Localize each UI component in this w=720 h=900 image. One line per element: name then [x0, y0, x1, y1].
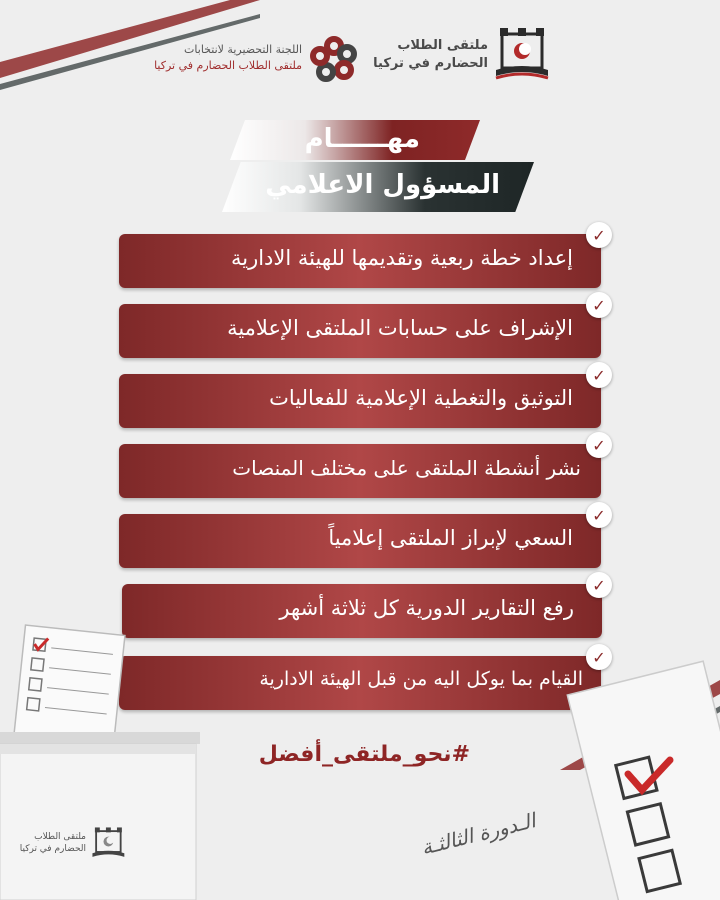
- task-label: السعي لإبراز الملتقى إعلامياً: [328, 526, 573, 550]
- committee-name-line2: ملتقى الطلاب الحضارم في تركيا: [154, 59, 302, 72]
- task-card: [119, 514, 601, 568]
- hashtag: #نحو_ملتقى_أفضل: [258, 742, 470, 767]
- task-card: [119, 304, 601, 358]
- org-name-line2: الحضارم في تركيا: [373, 56, 488, 71]
- footer-org-line1: ملتقى الطلاب: [34, 832, 86, 842]
- task-label: رفع التقارير الدورية كل ثلاثة أشهر: [279, 596, 574, 620]
- ballot-paper-icon: [560, 660, 720, 900]
- check-icon: ✓: [586, 362, 612, 388]
- footer-logo-group: [20, 820, 130, 870]
- org-name-line1: ملتقى الطلاب: [397, 38, 488, 53]
- committee-logo-group: [150, 24, 370, 94]
- check-icon: ✓: [586, 432, 612, 458]
- check-icon: ✓: [586, 222, 612, 248]
- check-icon: ✓: [586, 644, 612, 670]
- committee-name-line1: اللجنة التحضيرية لانتخابات: [184, 43, 302, 56]
- title-line1: مهــــــام: [304, 124, 420, 154]
- task-label: القيام بما يوكل اليه من قبل الهيئة الادارية: [259, 668, 583, 690]
- check-icon: ✓: [586, 572, 612, 598]
- book-castle-logo-icon: [90, 824, 128, 864]
- footer-org-line2: الحضارم في تركيا: [19, 844, 86, 854]
- check-icon: ✓: [586, 292, 612, 318]
- title-line2: المسؤول الاعلامي: [265, 170, 500, 200]
- task-label: نشر أنشطة الملتقى على مختلف المنصات: [232, 456, 581, 480]
- check-icon: ✓: [586, 502, 612, 528]
- task-card: [119, 374, 601, 428]
- people-circle-logo-icon: [306, 32, 362, 88]
- task-card: [119, 234, 601, 288]
- task-label: التوثيق والتغطية الإعلامية للفعاليات: [269, 386, 573, 410]
- task-label: إعداد خطة ربعية وتقديمها للهيئة الادارية: [230, 246, 573, 270]
- task-label: الإشراف على حسابات الملتقى الإعلامية: [227, 316, 573, 340]
- book-castle-logo-icon: [492, 24, 554, 86]
- task-card: [119, 444, 601, 498]
- edition-label: الـدورة الثالثـة: [418, 808, 538, 860]
- org-logo-group: [370, 24, 560, 94]
